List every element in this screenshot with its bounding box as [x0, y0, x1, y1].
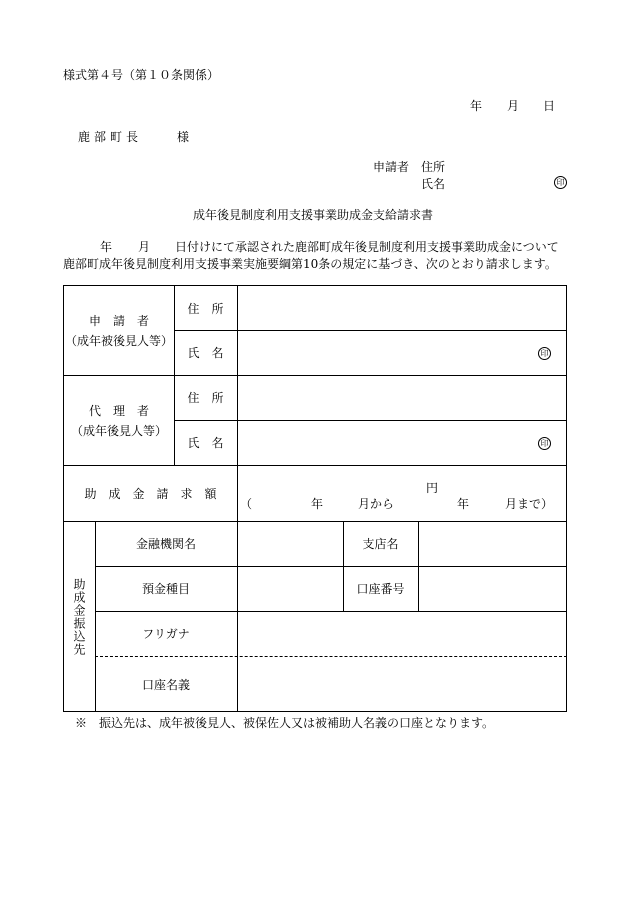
- applicant-label: 申 請 者: [88, 314, 149, 328]
- seal-icon: 印: [538, 437, 551, 450]
- honorific: 様: [177, 130, 190, 144]
- applicant-address-label: 住所: [421, 160, 446, 174]
- request-table: [63, 285, 567, 712]
- period-to: 月まで）: [505, 497, 554, 511]
- branch-name-label: 支店名: [362, 537, 399, 551]
- period-from: 月から: [358, 497, 395, 511]
- account-number-label: 口座番号: [356, 582, 405, 596]
- date-day: 日: [543, 99, 556, 113]
- amount-unit: 円: [426, 481, 439, 495]
- transfer-note: ※ 振込先は、成年被後見人、被保佐人又は被補助人名義の口座となります。: [75, 716, 495, 730]
- seal-icon: 印: [538, 347, 551, 360]
- form-number: 様式第４号（第１０条関係）: [63, 68, 220, 82]
- transfer-label: 助成金振込先: [72, 577, 86, 656]
- applicant-address-label: 住 所: [187, 301, 224, 316]
- applicant-sublabel: （成年被後見人等）: [64, 334, 173, 348]
- account-holder-label: 口座名義: [141, 677, 190, 692]
- agent-address-label: 住 所: [187, 391, 224, 405]
- furigana-label: フリガナ: [142, 627, 190, 641]
- applicant-name-label: 氏名: [421, 177, 446, 191]
- period-year-from: 年: [311, 497, 324, 511]
- agent-name-label: 氏 名: [187, 436, 224, 450]
- addressee: 鹿部町長: [78, 130, 143, 144]
- deposit-type-label: 預金種目: [141, 582, 190, 596]
- date-year: 年: [470, 99, 483, 113]
- applicant-cell: [64, 286, 174, 375]
- applicant-label: 申請者: [373, 160, 410, 174]
- document-title: 成年後見制度利用支援事業助成金支給請求書: [193, 208, 434, 222]
- intro-month: 月: [138, 240, 151, 254]
- seal-icon: 印: [554, 176, 567, 189]
- agent-label: 代 理 者: [88, 403, 149, 418]
- bank-name-label: 金融機関名: [135, 537, 196, 551]
- date-month: 月: [507, 99, 520, 113]
- intro-line1: 日付けにて承認された鹿部町成年後見制度利用支援事業助成金について: [175, 240, 559, 254]
- applicant-name-label: 氏 名: [187, 346, 224, 360]
- intro-year: 年: [100, 240, 113, 254]
- amount-label: 助 成 金 請 求 額: [84, 486, 217, 501]
- period-year-to: 年: [457, 497, 470, 511]
- agent-cell: [64, 375, 174, 465]
- intro-line2: 鹿部町成年後見制度利用支援事業実施要綱第10条の規定に基づき、次のとおり請求します。: [63, 257, 557, 271]
- period-open: （: [240, 497, 253, 511]
- agent-sublabel: （成年後見人等）: [70, 423, 167, 438]
